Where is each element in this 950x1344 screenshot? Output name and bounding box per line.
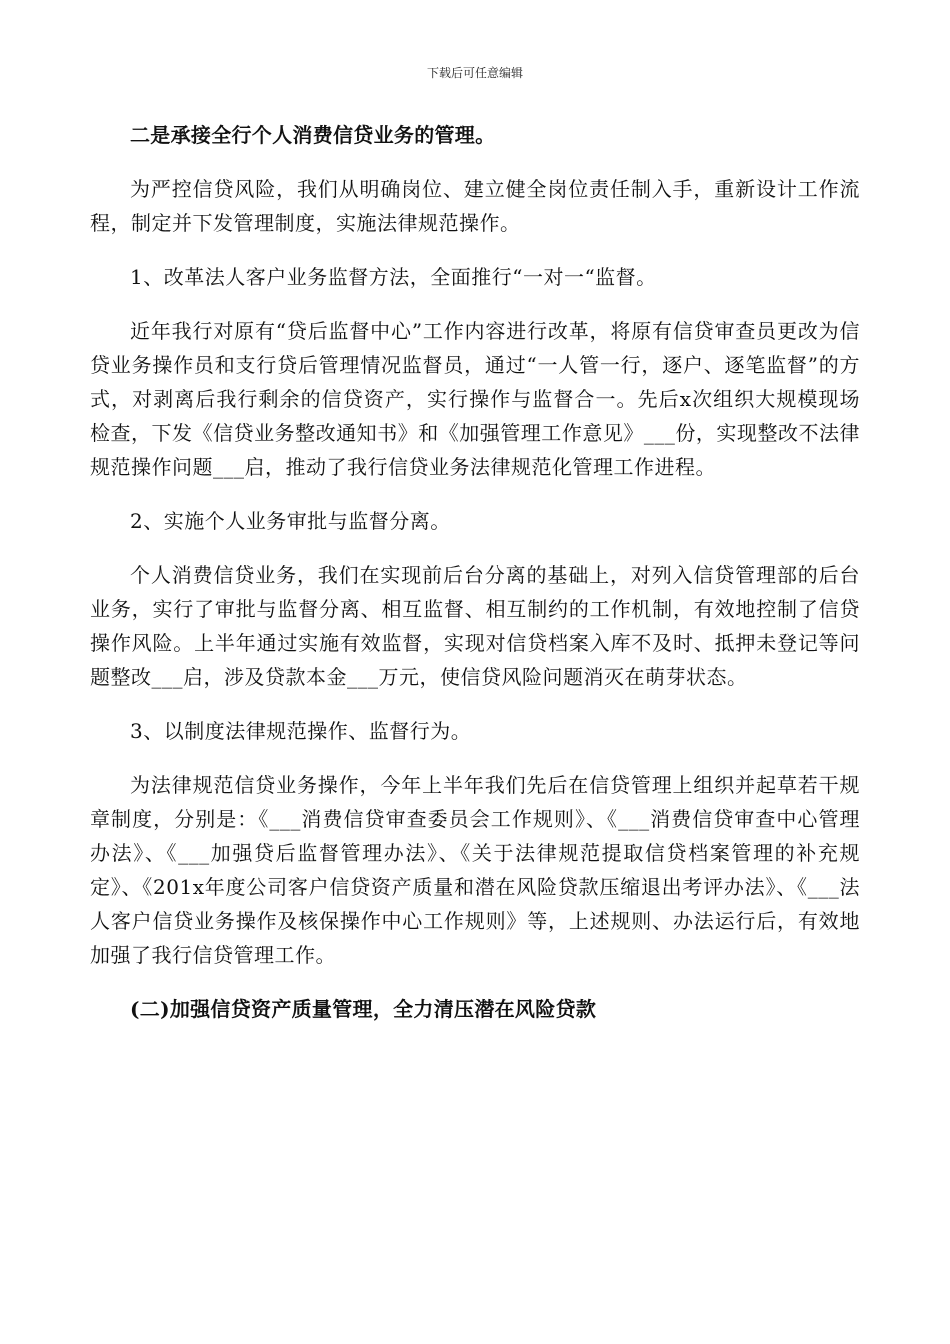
paragraph-heading-2: 二是承接全行个人消费信贷业务的管理。	[130, 123, 496, 147]
paragraph-item-1-body: 近年我行对原有“贷后监督中心”工作内容进行改革，将原有信贷审查员更改为信贷业务操作员和支行贷后管理情况监督员，通过“一人管一行，逐户、逐笔监督”的方式，对剥离后我行剩余的信贷资产，实行操作与监督合一。先后x次组织大规模现场检查，下发《信贷业务整改通知书》和《加强管理工作意见》___份，实现整改不法律规范操作问题___启，推动了我行信贷业务法律规范化管理工作进程。	[90, 319, 860, 479]
paragraph-intro: 为严控信贷风险，我们从明确岗位、建立健全岗位责任制入手，重新设计工作流程，制定并下发管理制度，实施法律规范操作。	[90, 177, 860, 235]
section-heading-2: (二)加强信贷资产质量管理，全力清压潜在风险贷款	[130, 997, 597, 1021]
paragraph-item-2-title: 2、实施个人业务审批与监督分离。	[130, 509, 451, 533]
paragraph-item-3-title: 3、以制度法律规范操作、监督行为。	[130, 719, 472, 743]
page-header-note: 下载后可任意编辑	[426, 66, 523, 80]
document-body	[90, 118, 860, 1046]
paragraph-item-3-body: 为法律规范信贷业务操作，今年上半年我们先后在信贷管理上组织并起草若干规章制度，分别是：《___消费信贷审查委员会工作规则》、《___消费信贷审查中心管理办法》、《___加强贷后监督管理办法》、《关于法律规范提取信贷档案管理的补充规定》、《201x年度公司客户信贷资产质量和潜在风险贷款压缩退出考评办法》、《___法人客户信贷业务操作及核保操作中心工作规则》等，上述规则、办法运行后，有效地加强了我行信贷管理工作。	[90, 773, 860, 967]
paragraph-item-1-title: 1、改革法人客户业务监督方法，全面推行“一对一“监督。	[130, 265, 657, 289]
paragraph-item-2-body: 个人消费信贷业务，我们在实现前后台分离的基础上，对列入信贷管理部的后台业务，实行了审批与监督分离、相互监督、相互制约的工作机制，有效地控制了信贷操作风险。上半年通过实施有效监督，实现对信贷档案入库不及时、抵押未登记等问题整改___启，涉及贷款本金___万元，使信贷风险问题消灭在萌芽状态。	[90, 563, 860, 689]
